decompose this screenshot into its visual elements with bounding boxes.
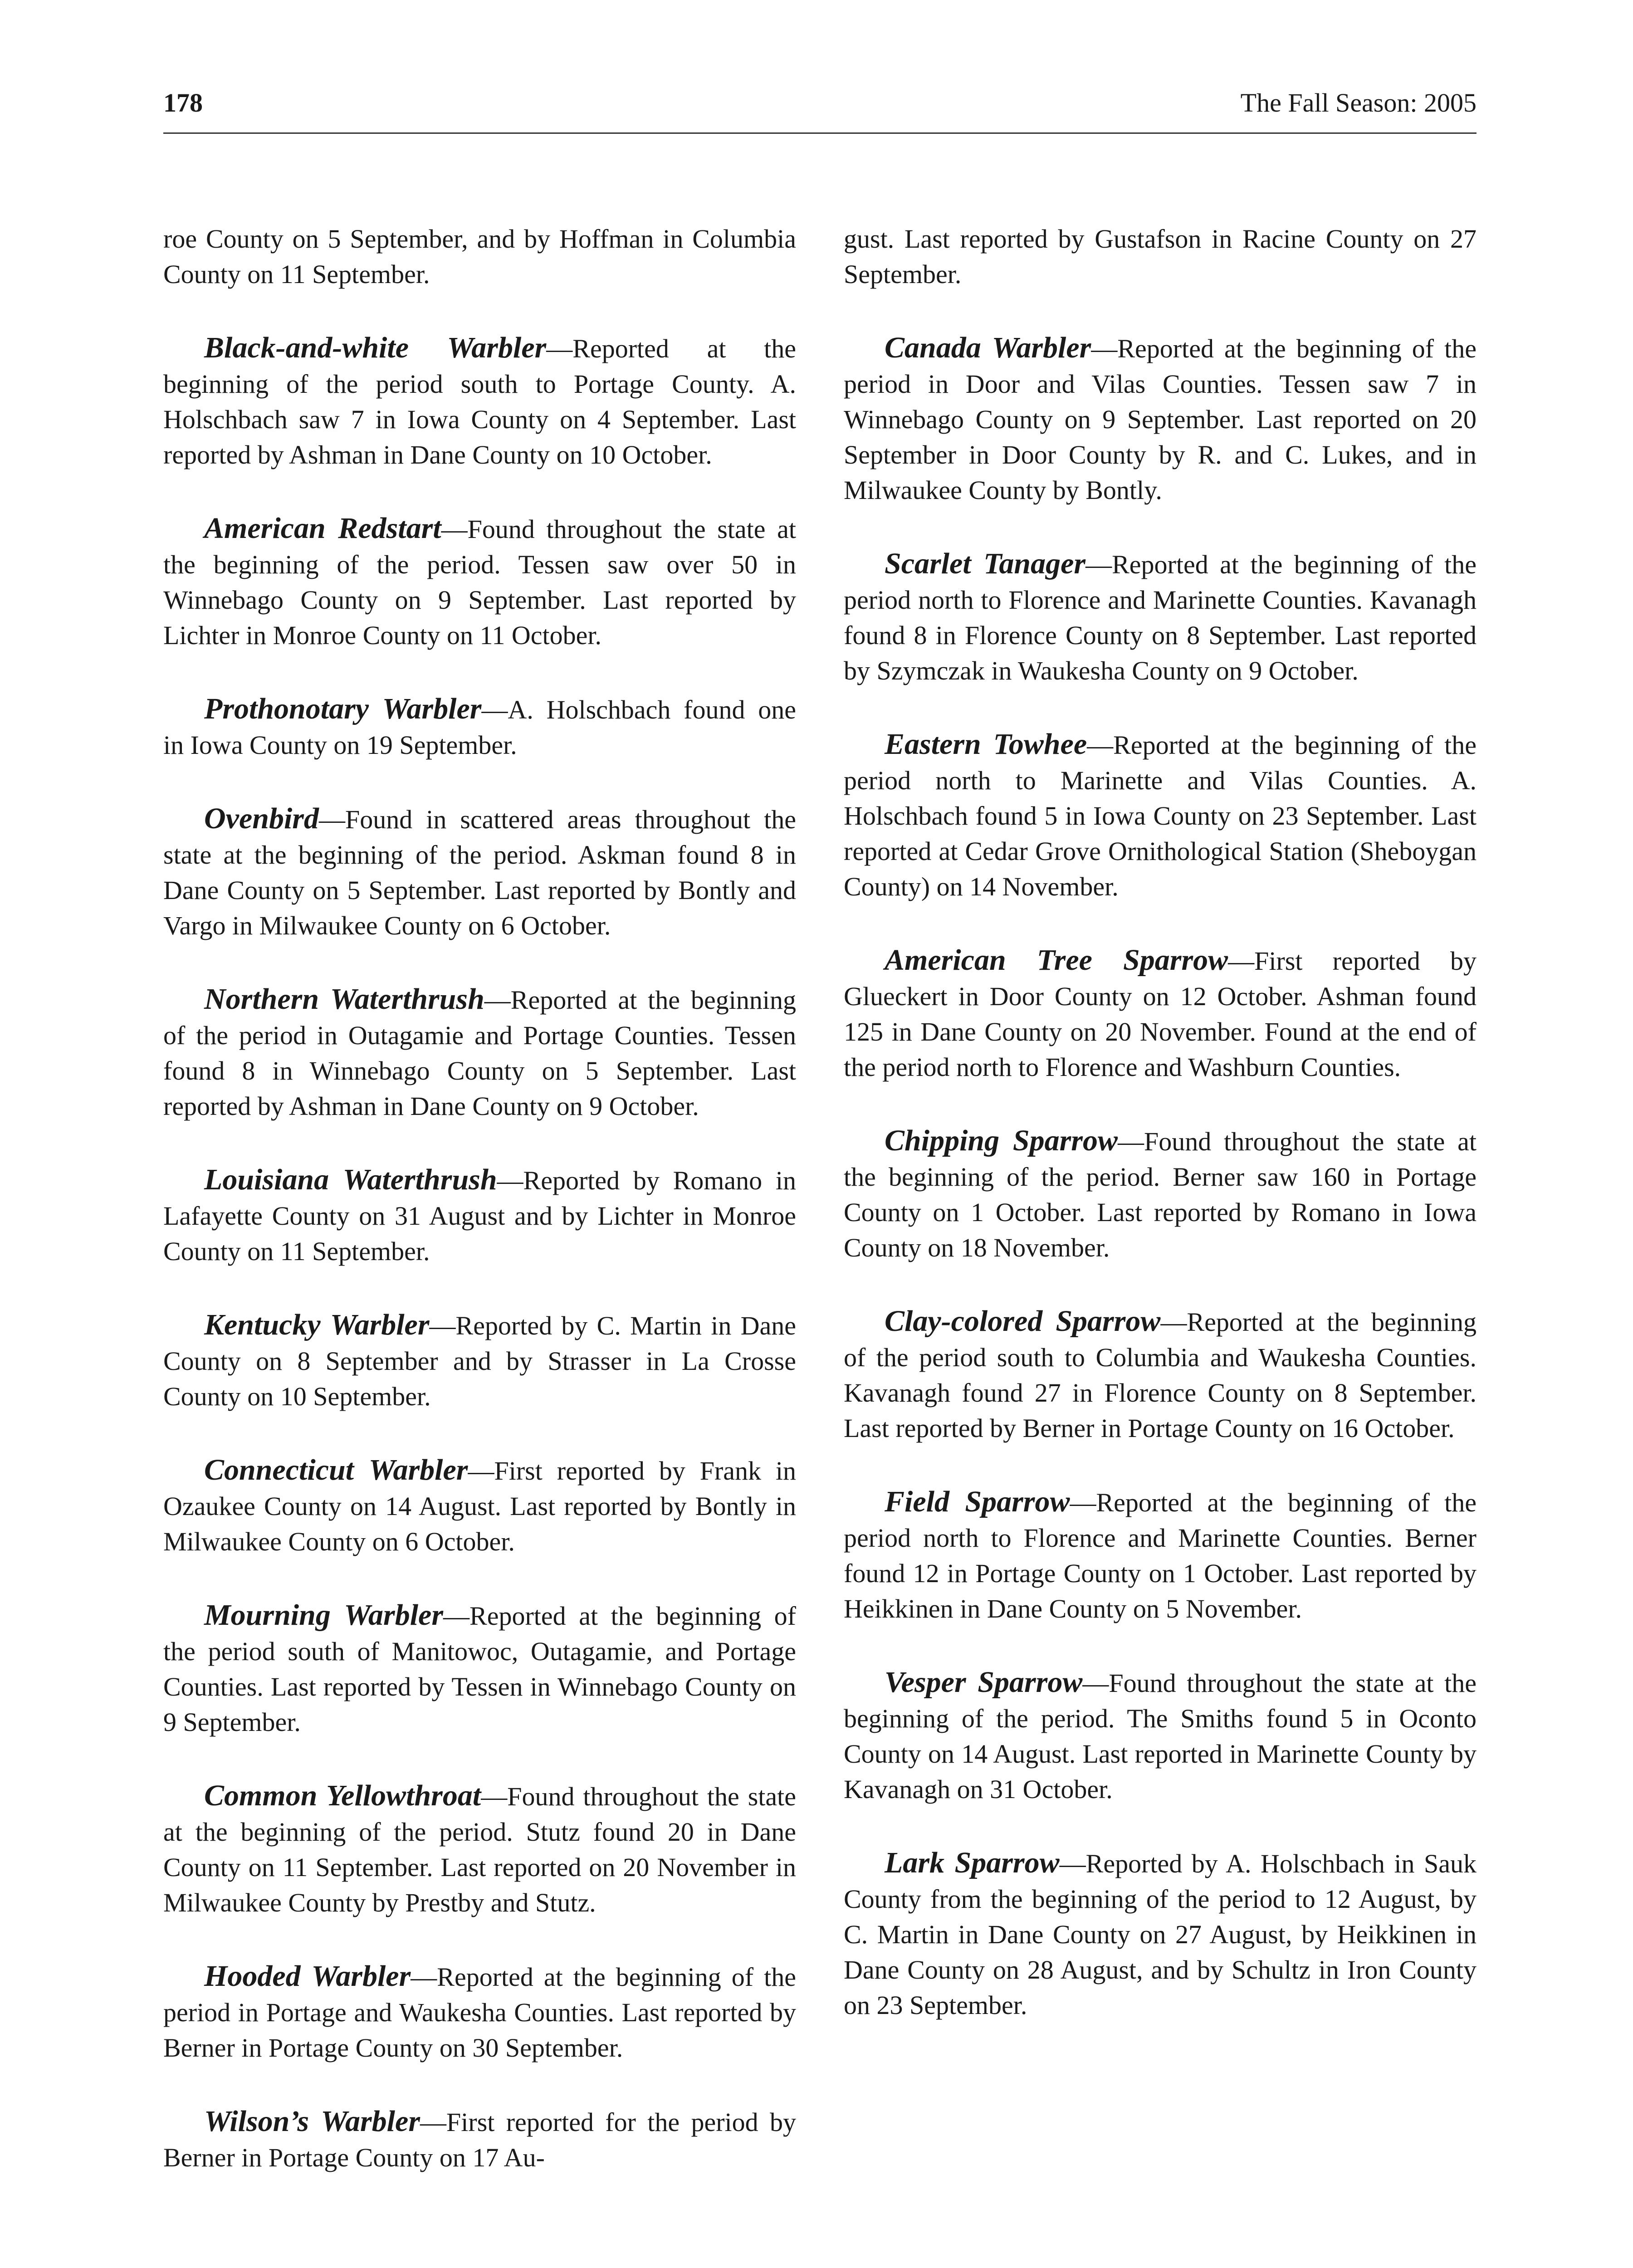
species-entry: [163, 1778, 796, 1921]
species-name: Wilson’s Warbler: [204, 2105, 420, 2138]
species-account: —Reported at the beginning of the period south to Portage County. A. Holschbach saw 7 in Iowa County on 4 September. Last reported by Ashman in Dane County on 10 October.: [163, 334, 796, 469]
running-title: The Fall Season: 2005: [1240, 88, 1477, 117]
species-account: —Reported at the beginning of the period north to Marinette and Vilas Counties. A. Holschbach found 5 in Iowa County on 23 September. Last reported at Cedar Grove Ornithological Station (Sheboygan County) on 14 November.: [844, 730, 1477, 901]
species-name: Lark Sparrow: [885, 1846, 1060, 1879]
species-entry: [163, 511, 796, 653]
species-entry: [844, 1484, 1477, 1627]
species-account: —Reported at the beginning of the period south to Columbia and Waukesha Counties. Kavanagh found 27 in Florence County on 8 September. Last reported by Berner in Portage County on 16 October.: [844, 1307, 1477, 1443]
species-name: Canada Warbler: [885, 331, 1091, 364]
species-account: —Found throughout the state at the beginning of the period. Tessen saw over 50 in Winnebago County on 9 September. Last reported by Lichter in Monroe County on 11 October.: [163, 514, 796, 650]
species-entry: [163, 2104, 796, 2175]
species-account: —Reported at the beginning of the period in Portage and Waukesha Counties. Last reported by Berner in Portage County on 30 September.: [163, 1962, 796, 2063]
species-name: Vesper Sparrow: [885, 1666, 1083, 1699]
species-entry: [163, 1452, 796, 1559]
species-account: —Found in scattered areas throughout the state at the beginning of the period. Askman found 8 in Dane County on 5 September. Last reported by Bontly and Vargo in Milwaukee County on 6 October.: [163, 805, 796, 940]
species-account: —First reported by Glueckert in Door County on 12 October. Ashman found 125 in Dane County on 20 November. Found at the end of the period north to Florence and Washburn Counties.: [844, 946, 1477, 1082]
species-name: Mourning Warbler: [204, 1598, 444, 1632]
species-account: —Found throughout the state at the beginning of the period. The Smiths found 5 in Oconto County on 14 August. Last reported in Marinette County by Kavanagh on 31 October.: [844, 1668, 1477, 1804]
species-account: —First reported for the period by Berner in Portage County on 17 Au-: [163, 2107, 796, 2172]
species-account: —Found throughout the state at the beginning of the period. Stutz found 20 in Dane County on 11 September. Last reported on 20 November in Milwaukee County by Prestby and Stutz.: [163, 1782, 796, 1917]
species-name: Kentucky Warbler: [204, 1308, 430, 1341]
species-name: Connecticut Warbler: [204, 1453, 468, 1486]
species-entry: [844, 1845, 1477, 2023]
species-entry: [844, 1304, 1477, 1446]
species-entry: [844, 1123, 1477, 1266]
species-account: —Reported at the beginning of the period in Outagamie and Portage Counties. Tessen found 8 in Winnebago County on 5 September. Last reported by Ashman in Dane County on 9 October.: [163, 985, 796, 1121]
species-name: Field Sparrow: [885, 1485, 1070, 1518]
species-name: Chipping Sparrow: [885, 1124, 1118, 1157]
species-name: Prothonotary Warbler: [204, 692, 482, 725]
species-entry: [163, 982, 796, 1124]
species-name: Clay-colored Sparrow: [885, 1305, 1161, 1338]
species-account: —Reported by C. Martin in Dane County on 8 September and by Strasser in La Crosse County on 10 September.: [163, 1311, 796, 1411]
species-entry: [844, 943, 1477, 1085]
species-account: —Found throughout the state at the beginning of the period. Berner saw 160 in Portage County on 1 October. Last reported by Romano in Iowa County on 18 November.: [844, 1127, 1477, 1262]
continuation-paragraph: gust. Last reported by Gustafson in Racine County on 27 September.: [844, 224, 1477, 289]
left-column: [163, 221, 796, 2214]
species-entry: [163, 1162, 796, 1269]
species-name: American Tree Sparrow: [885, 943, 1228, 977]
species-entry: [163, 1598, 796, 1740]
page-number: 178: [163, 88, 203, 117]
species-account: —Reported at the beginning of the period south of Manitowoc, Outagamie, and Portage Counties. Last reported by Tessen in Winnebago County on 9 September.: [163, 1601, 796, 1737]
right-column: [844, 221, 1477, 2061]
species-entry: [844, 727, 1477, 904]
species-account: —Reported by Romano in Lafayette County on 31 August and by Lichter in Monroe County on 11 September.: [163, 1166, 796, 1266]
species-account: —Reported at the beginning of the period in Door and Vilas Counties. Tessen saw 7 in Winnebago County on 9 September. Last reported on 20 September in Door County by R. and C. Lukes, and in Milwaukee County by Bontly.: [844, 334, 1477, 505]
running-head: [163, 83, 1477, 134]
species-account: —Reported at the beginning of the period north to Florence and Marinette Counties. Berner found 12 in Portage County on 1 October. Last reported by Heikkinen in Dane County on 5 November.: [844, 1488, 1477, 1623]
species-name: Louisiana Waterthrush: [204, 1163, 497, 1196]
species-entry: [163, 1307, 796, 1414]
species-entry: [163, 330, 796, 473]
species-entry: [163, 691, 796, 763]
species-name: Black-and-white Warbler: [204, 331, 547, 364]
species-account: —Reported at the beginning of the period north to Florence and Marinette Counties. Kavanagh found 8 in Florence County on 8 September. Last reported by Szymczak in Waukesha County on 9 October.: [844, 550, 1477, 685]
species-name: Ovenbird: [204, 802, 319, 835]
species-name: Eastern Towhee: [885, 728, 1087, 761]
species-entry: [163, 801, 796, 943]
species-name: Northern Waterthrush: [204, 982, 484, 1016]
species-name: American Redstart: [204, 512, 441, 545]
species-account: —A. Holschbach found one in Iowa County on 19 September.: [163, 695, 796, 760]
species-entry: [844, 1665, 1477, 1807]
species-name: Hooded Warbler: [204, 1960, 411, 1993]
species-entry: [844, 330, 1477, 508]
continuation-paragraph: roe County on 5 September, and by Hoffman in Columbia County on 11 September.: [163, 224, 796, 289]
species-entry: [844, 546, 1477, 689]
species-account: —Reported by A. Holschbach in Sauk County from the beginning of the period to 12 August, by C. Martin in Dane County on 27 August, by Heikkinen in Dane County on 28 August, and by Schultz in Iron County on 23 September.: [844, 1849, 1477, 2020]
species-name: Scarlet Tanager: [885, 547, 1086, 580]
species-name: Common Yellowthroat: [204, 1779, 481, 1812]
species-entry: [163, 1959, 796, 2066]
species-account: —First reported by Frank in Ozaukee County on 14 August. Last reported by Bontly in Milwaukee County on 6 October.: [163, 1456, 796, 1556]
